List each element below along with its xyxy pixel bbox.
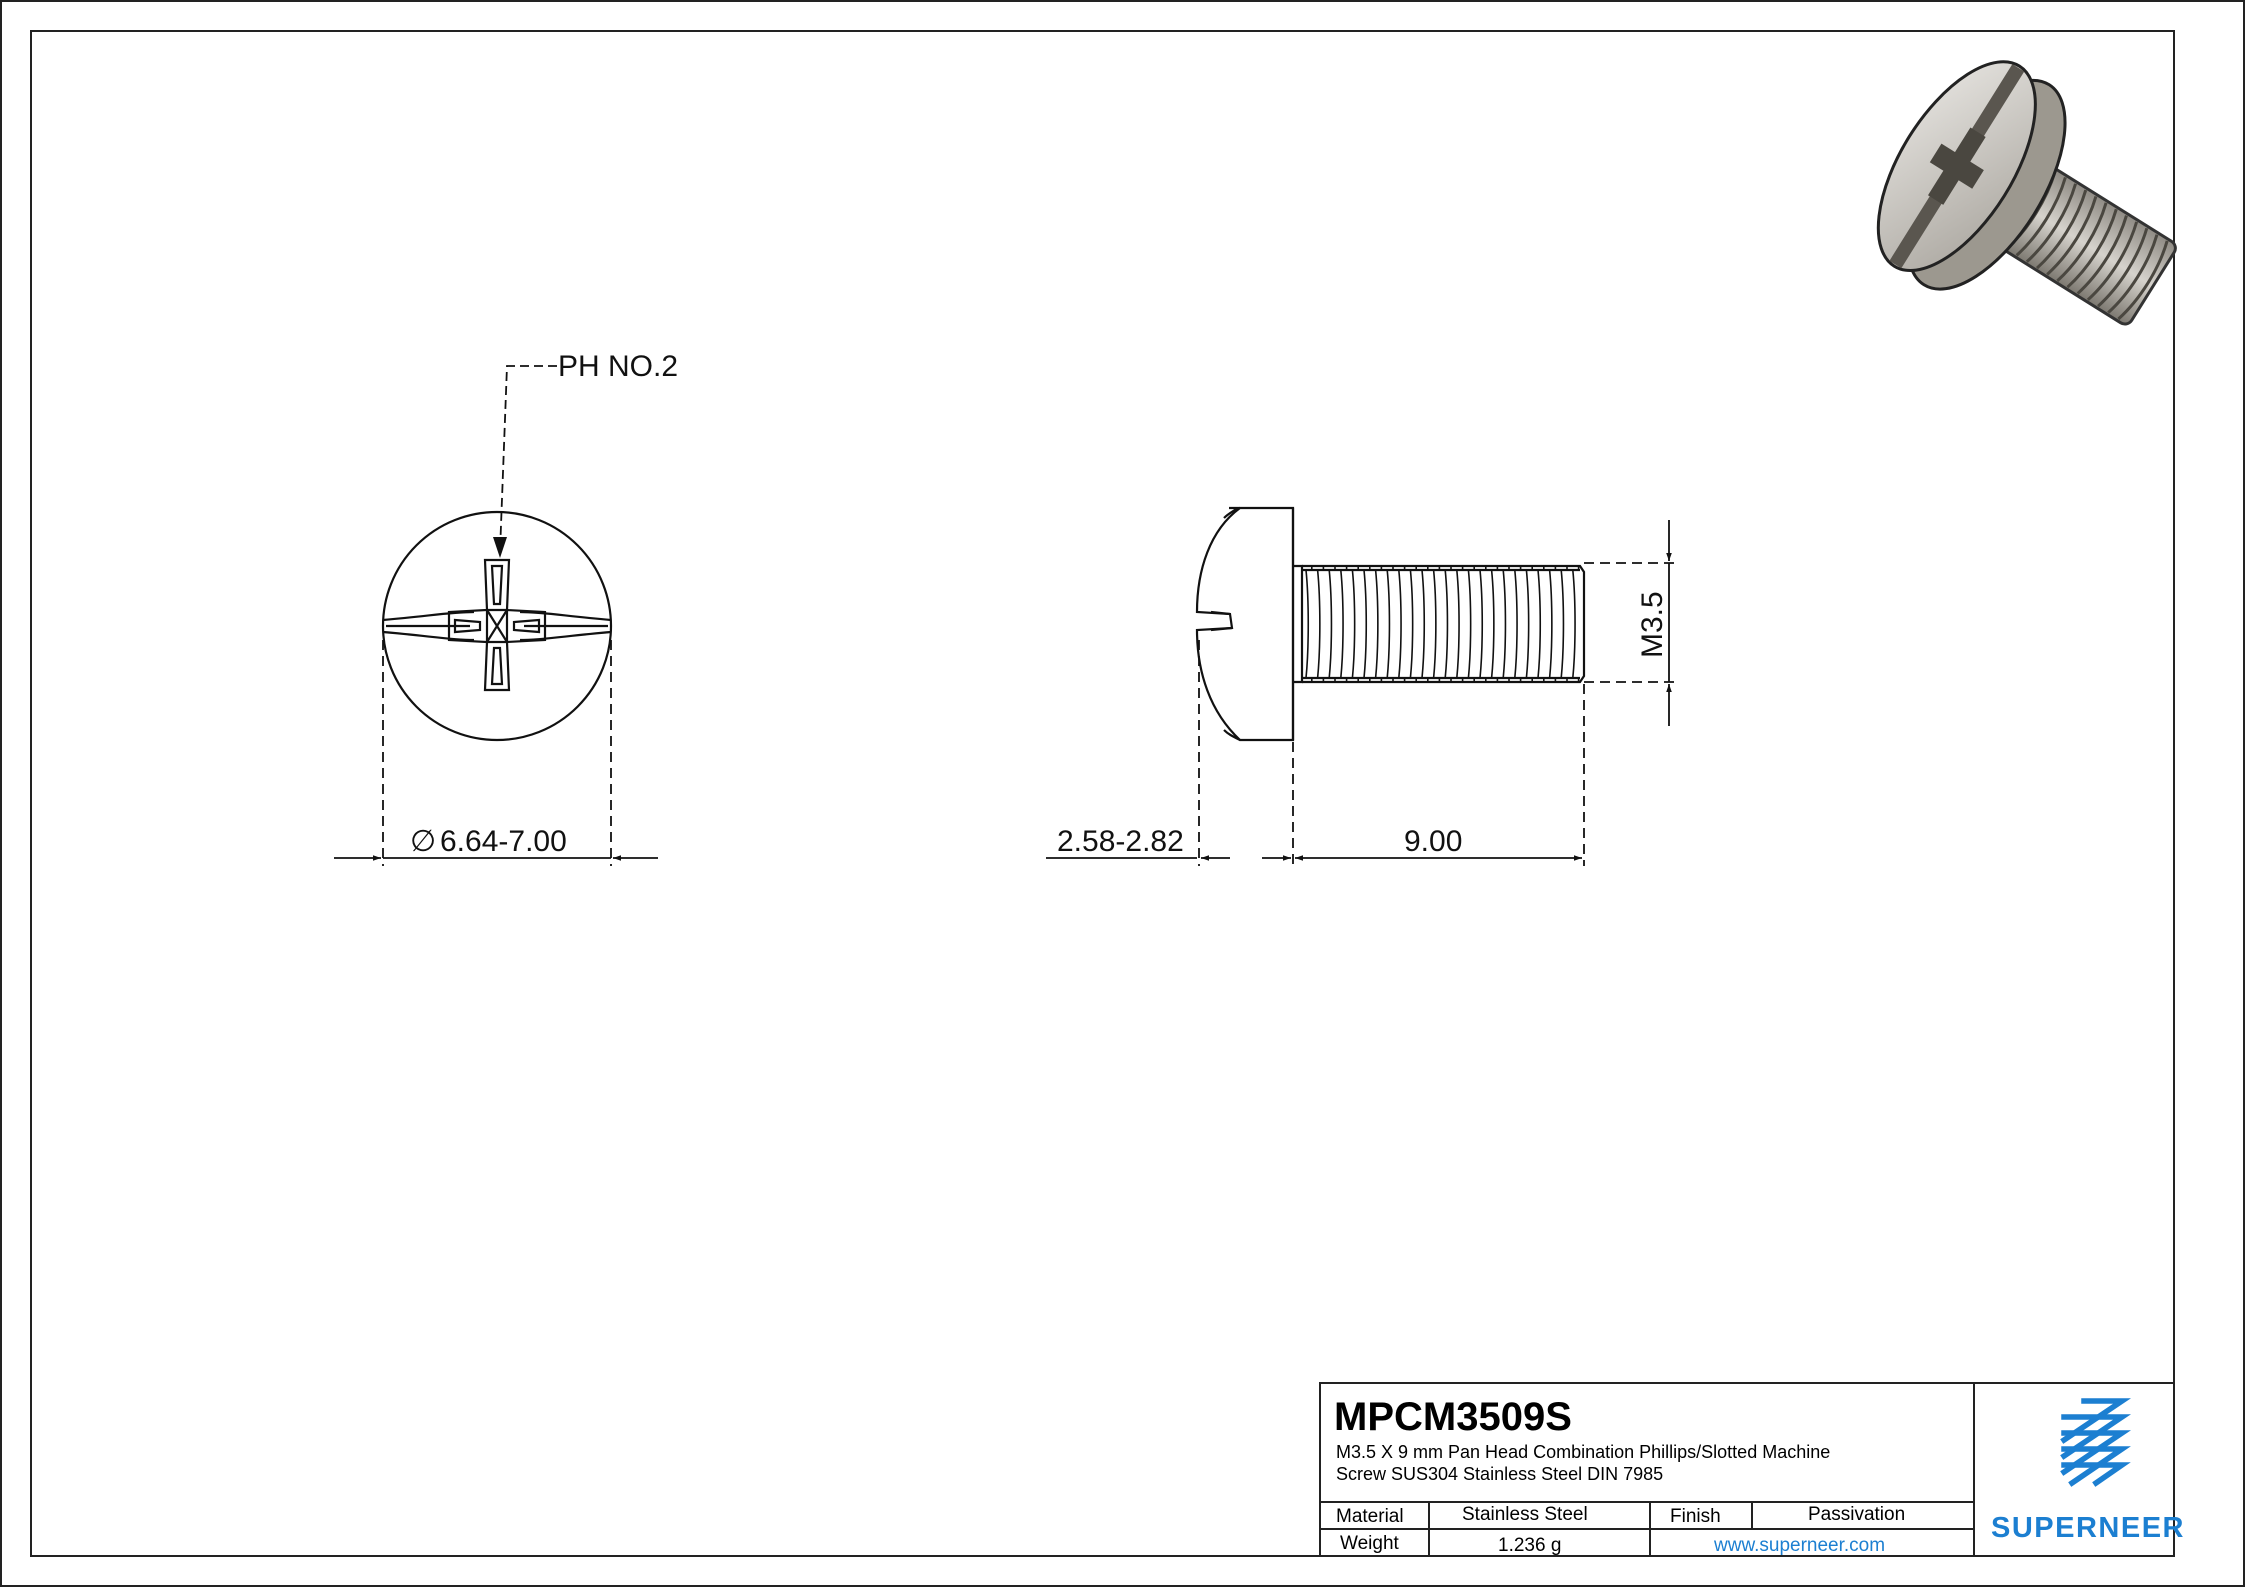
screw-3d-render — [1847, 36, 2215, 388]
superneer-logo-icon — [2064, 1401, 2122, 1483]
head-height-value: 2.58-2.82 — [1057, 825, 1184, 858]
thread-size: M3.5 — [1636, 591, 1669, 658]
material-value: Stainless Steel — [1462, 1504, 1588, 1525]
thread-line — [1561, 570, 1563, 678]
thread-line — [1480, 570, 1482, 678]
thread-line — [1422, 570, 1424, 678]
diameter-symbol: ∅ — [410, 825, 437, 858]
material-label: Material — [1336, 1506, 1404, 1527]
website-link[interactable]: www.superneer.com — [1714, 1535, 1886, 1556]
thread-line — [1341, 570, 1343, 678]
weight-value: 1.236 g — [1498, 1535, 1562, 1556]
thread-line — [1410, 570, 1412, 678]
description-line-2: Screw SUS304 Stainless Steel DIN 7985 — [1336, 1464, 1664, 1484]
thread-line — [1468, 570, 1470, 678]
thread-line — [1387, 570, 1389, 678]
head-profile — [1197, 508, 1293, 740]
thread-line — [1376, 570, 1378, 678]
thread-line — [1457, 570, 1459, 678]
thread-line — [1538, 570, 1540, 678]
thread-line — [1445, 570, 1447, 678]
drawing-frame — [31, 31, 2174, 1556]
thread-line — [1434, 570, 1436, 678]
weight-label: Weight — [1340, 1533, 1399, 1554]
drive-callout-text: PH NO.2 — [558, 350, 679, 383]
thread-line — [1526, 570, 1528, 678]
thread-line — [1329, 570, 1331, 678]
finish-value: Passivation — [1808, 1504, 1906, 1525]
superneer-logo-text: SUPERNEER — [1991, 1512, 2185, 1544]
part-number: MPCM3509S — [1334, 1395, 1572, 1439]
thread-line — [1550, 570, 1552, 678]
thread-line — [1306, 570, 1308, 678]
thread-line — [1573, 570, 1575, 678]
length-value: 9.00 — [1404, 825, 1463, 858]
diameter-value: 6.64-7.00 — [440, 825, 567, 858]
side-view — [1197, 508, 1584, 740]
finish-label: Finish — [1670, 1506, 1721, 1527]
thread-line — [1492, 570, 1494, 678]
thread-line — [1399, 570, 1401, 678]
thread-line — [1318, 570, 1320, 678]
thread-line — [1515, 570, 1517, 678]
thread-line — [1364, 570, 1366, 678]
description-line-1: M3.5 X 9 mm Pan Head Combination Phillips/Slotted Machine — [1336, 1442, 1831, 1462]
thread-line — [1352, 570, 1354, 678]
thread-line — [1503, 570, 1505, 678]
